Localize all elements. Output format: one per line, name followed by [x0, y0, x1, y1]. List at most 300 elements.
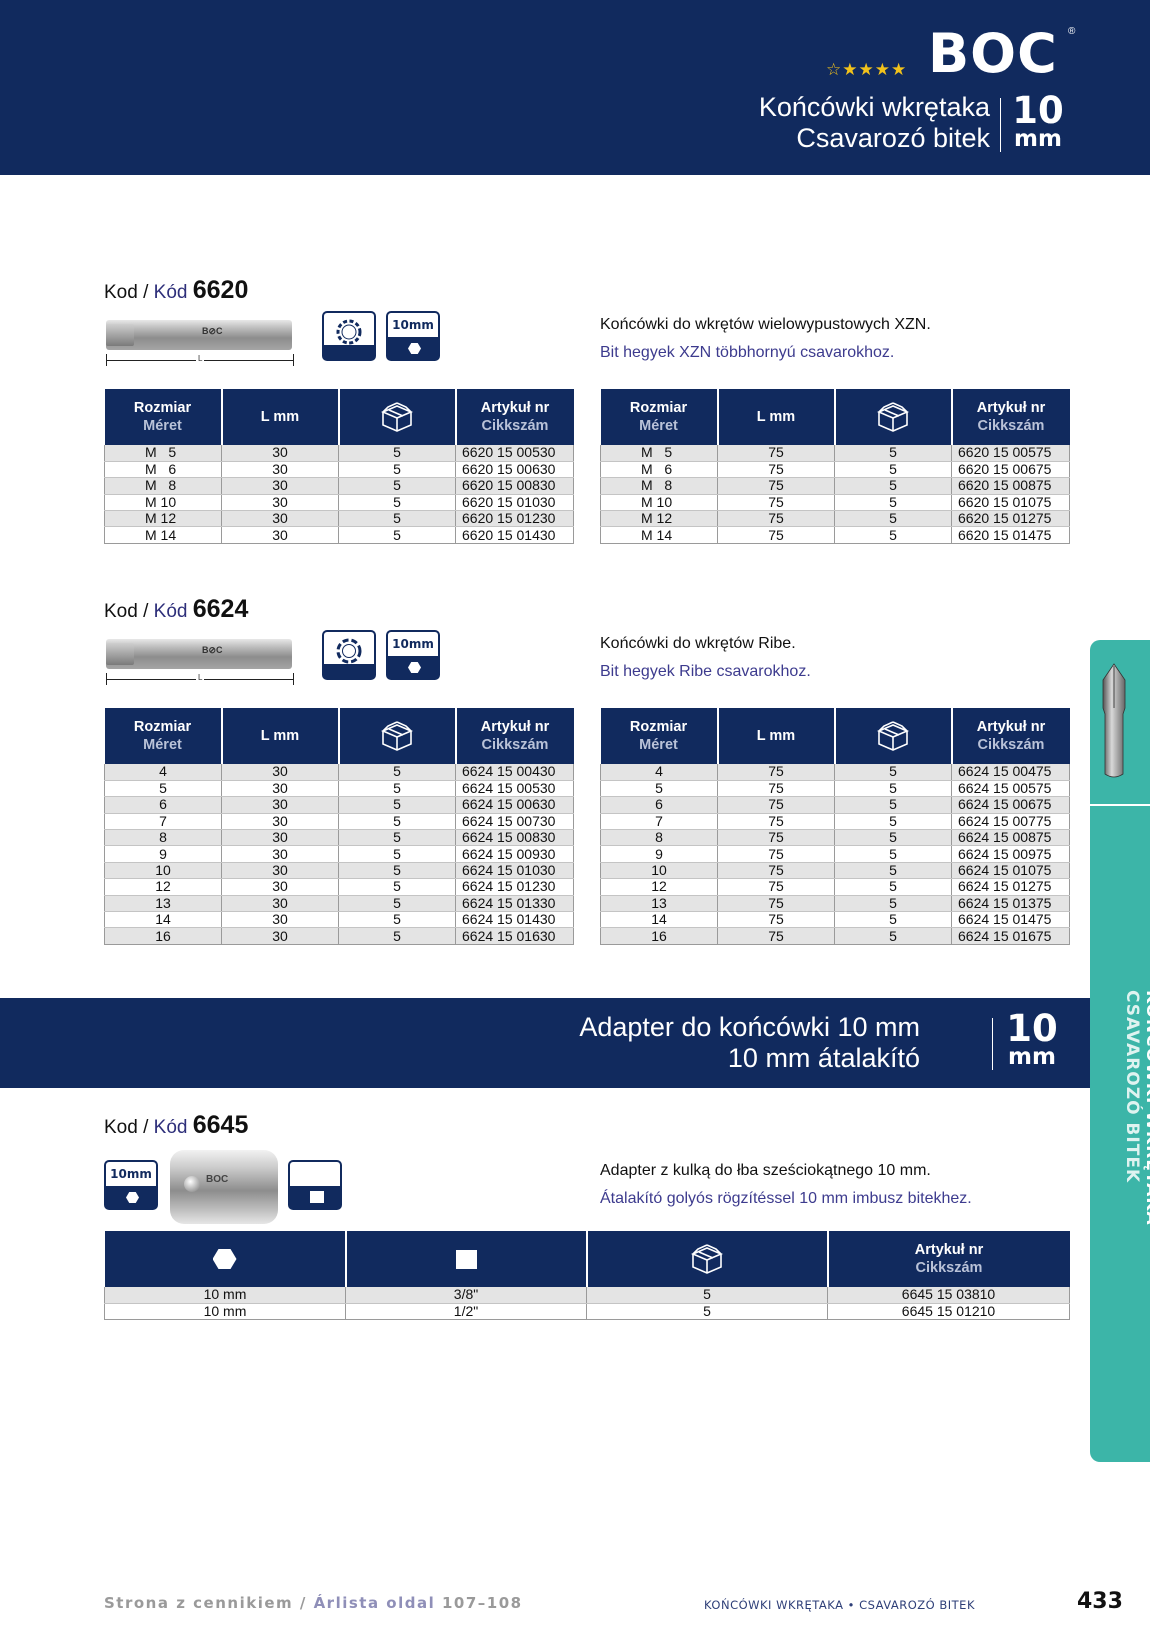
- table-row: [601, 813, 1070, 829]
- size-icon-label: 10mm: [392, 318, 434, 332]
- col-size: [601, 708, 718, 764]
- cell-l: 75: [718, 797, 835, 813]
- adapter-size-unit: mm: [1008, 1044, 1056, 1070]
- col-article-pl: Artykuł nr: [914, 1242, 984, 1258]
- table-row: [601, 862, 1070, 878]
- bit-image-6620: [106, 318, 296, 374]
- table-row: [601, 527, 1070, 543]
- cell-l: 30: [222, 797, 339, 813]
- cell-size: 13: [105, 895, 222, 911]
- product-code: 6620: [192, 276, 249, 304]
- kod-label: Kod: [104, 1117, 138, 1138]
- col-packaging: [587, 1231, 828, 1287]
- cell-l: 30: [222, 846, 339, 862]
- cell-size: 9: [601, 846, 718, 862]
- cell-qty: 5: [835, 830, 952, 846]
- col-article-pl: Artykuł nr: [480, 400, 550, 416]
- col-article: [456, 389, 574, 445]
- cell-l: 30: [222, 445, 339, 461]
- cell-art: 6620 15 00830: [456, 478, 574, 494]
- cell-art: 6620 15 00575: [952, 445, 1070, 461]
- cell-art: 6620 15 01075: [952, 494, 1070, 510]
- table-row: [601, 478, 1070, 494]
- cell-l: 30: [222, 912, 339, 928]
- cell-art: 6620 15 00875: [952, 478, 1070, 494]
- cell-qty: 5: [339, 764, 456, 780]
- cell-art: 6624 15 00775: [952, 813, 1070, 829]
- cell-art: 6624 15 00475: [952, 764, 1070, 780]
- kod-label-hu: Kód: [153, 282, 188, 303]
- table-row: [601, 912, 1070, 928]
- adapter-label: BOC: [206, 1174, 229, 1185]
- cell-qty: 5: [835, 895, 952, 911]
- cell-qty: 5: [339, 511, 456, 527]
- xzn-profile-icon: [322, 311, 376, 361]
- cell-l: 75: [718, 511, 835, 527]
- cell-size: M 10: [105, 494, 222, 510]
- cell-size: 5: [105, 780, 222, 796]
- cell-l: 30: [222, 494, 339, 510]
- cell-art: 6624 15 00530: [456, 780, 574, 796]
- table-row: [105, 445, 574, 461]
- table-6620-75mm: [600, 389, 1070, 544]
- cell-art: 6624 15 01075: [952, 862, 1070, 878]
- cell-l: 75: [718, 928, 835, 944]
- cell-art: 6620 15 01430: [456, 527, 574, 543]
- cell-size: M 12: [601, 511, 718, 527]
- cell-hex: 10 mm: [105, 1287, 346, 1303]
- cell-size: 6: [105, 797, 222, 813]
- col-size-hu: Méret: [143, 737, 182, 753]
- cell-hex: 10 mm: [105, 1303, 346, 1319]
- col-packaging: [339, 389, 456, 445]
- cell-qty: 5: [835, 527, 952, 543]
- cell-qty: 5: [339, 780, 456, 796]
- col-article: [952, 708, 1070, 764]
- cell-l: 75: [718, 780, 835, 796]
- cell-l: 30: [222, 780, 339, 796]
- cell-size: 16: [601, 928, 718, 944]
- cell-l: 75: [718, 461, 835, 477]
- table-row: [105, 511, 574, 527]
- adapter-size-number: 10: [1006, 1007, 1058, 1050]
- col-article-pl: Artykuł nr: [976, 400, 1046, 416]
- cell-art: 6624 15 01375: [952, 895, 1070, 911]
- box-icon: [689, 1242, 725, 1276]
- ribe-profile-icon: [322, 630, 376, 680]
- adapter-title-pl: Adapter do końcówki 10 mm: [579, 1012, 920, 1042]
- col-article: [828, 1231, 1070, 1287]
- cell-art: 6624 15 01675: [952, 928, 1070, 944]
- col-size: [105, 708, 222, 764]
- table-row: [105, 780, 574, 796]
- kod-separator: /: [143, 282, 149, 303]
- side-tab-line2: CSAVAROZÓ BITEK: [1122, 990, 1142, 1184]
- cell-art: 6624 15 00575: [952, 780, 1070, 796]
- cell-l: 75: [718, 830, 835, 846]
- table-row: [105, 862, 574, 878]
- col-packaging: [339, 708, 456, 764]
- cell-size: 14: [105, 912, 222, 928]
- cell-l: 30: [222, 895, 339, 911]
- footer-category: KOŃCÓWKI WKRĘTAKA • CSAVAROZÓ BITEK: [704, 1598, 975, 1612]
- col-size-hu: Méret: [143, 418, 182, 434]
- table-row: [601, 879, 1070, 895]
- cell-qty: 5: [835, 928, 952, 944]
- cell-l: 75: [718, 445, 835, 461]
- cell-qty: 5: [339, 928, 456, 944]
- cell-art: 6620 15 01275: [952, 511, 1070, 527]
- cell-l: 75: [718, 862, 835, 878]
- cell-size: 13: [601, 895, 718, 911]
- col-hex: [105, 1231, 346, 1287]
- cell-l: 30: [222, 830, 339, 846]
- box-icon: [379, 719, 415, 753]
- footer-price-reference: [104, 1594, 523, 1612]
- table-row: [105, 1303, 1070, 1319]
- cell-qty: 5: [339, 895, 456, 911]
- cell-l: 75: [718, 879, 835, 895]
- cell-art: 6620 15 01230: [456, 511, 574, 527]
- square-icon: [456, 1250, 477, 1269]
- cell-l: 75: [718, 895, 835, 911]
- col-article: [952, 389, 1070, 445]
- table-row: [601, 764, 1070, 780]
- col-article-hu: Cikkszám: [481, 737, 549, 753]
- cell-art: 6624 15 00430: [456, 764, 574, 780]
- table-row: [105, 928, 574, 944]
- cell-size: 10: [105, 862, 222, 878]
- cell-qty: 5: [835, 461, 952, 477]
- boc-logo: [928, 22, 1072, 85]
- adapter-image: [170, 1150, 278, 1224]
- ball-detent: [184, 1176, 200, 1192]
- cell-art: 6624 15 00630: [456, 797, 574, 813]
- cell-qty: 5: [835, 862, 952, 878]
- cell-qty: 5: [339, 830, 456, 846]
- header-divider: [1000, 98, 1001, 152]
- header-size-number: 10: [1012, 89, 1064, 132]
- cell-size: 12: [601, 879, 718, 895]
- col-length: L mm: [718, 708, 835, 764]
- table-row: [105, 895, 574, 911]
- code-title-6624: [104, 595, 248, 624]
- cell-size: 12: [105, 879, 222, 895]
- tab-divider: [1090, 804, 1150, 806]
- cell-l: 30: [222, 879, 339, 895]
- registered-mark: ®: [1068, 26, 1076, 37]
- cell-l: 30: [222, 862, 339, 878]
- bit-tip: [106, 324, 134, 346]
- col-size: [601, 389, 718, 445]
- table-row: [601, 928, 1070, 944]
- page-number: 433: [1077, 1589, 1123, 1614]
- col-length: L mm: [222, 708, 339, 764]
- cell-size: 14: [601, 912, 718, 928]
- size-10mm-icon: [386, 630, 440, 680]
- cell-qty: 5: [339, 461, 456, 477]
- cell-l: 30: [222, 764, 339, 780]
- cell-size: M 14: [105, 527, 222, 543]
- box-icon: [875, 719, 911, 753]
- cell-art: 6624 15 00875: [952, 830, 1070, 846]
- table-row: [105, 1287, 1070, 1303]
- description-hu: Átalakító golyós rögzítéssel 10 mm imbusz bitekhez.: [600, 1190, 972, 1207]
- adapter-title-hu: 10 mm átalakító: [727, 1043, 920, 1073]
- cell-size: 4: [601, 764, 718, 780]
- col-size-hu: Méret: [639, 737, 678, 753]
- table-row: [105, 813, 574, 829]
- cell-qty: 5: [835, 494, 952, 510]
- cell-size: 4: [105, 764, 222, 780]
- cell-art: 6624 15 01330: [456, 895, 574, 911]
- bit-brand: B⊘C: [202, 645, 223, 655]
- cell-size: M 12: [105, 511, 222, 527]
- page-header: [0, 0, 1150, 175]
- cell-l: 75: [718, 912, 835, 928]
- square-drive-icon: [288, 1160, 342, 1210]
- cell-qty: 5: [339, 494, 456, 510]
- cell-qty: 5: [587, 1303, 828, 1319]
- col-size: [105, 389, 222, 445]
- bit-image-6624: [106, 637, 296, 693]
- table-row: [105, 797, 574, 813]
- cell-qty: 5: [835, 879, 952, 895]
- cell-size: M 5: [105, 445, 222, 461]
- cell-art: 6624 15 01275: [952, 879, 1070, 895]
- size-10mm-icon: [386, 311, 440, 361]
- table-row: [105, 527, 574, 543]
- length-label: L: [198, 673, 203, 682]
- cell-square: 3/8": [346, 1287, 587, 1303]
- cell-l: 75: [718, 494, 835, 510]
- square-icon: [310, 1191, 324, 1203]
- col-size-pl: Rozmiar: [629, 719, 688, 735]
- cell-size: M 8: [105, 478, 222, 494]
- col-square: [346, 1231, 587, 1287]
- cell-l: 30: [222, 527, 339, 543]
- cell-qty: 5: [835, 846, 952, 862]
- cell-art: 6624 15 00730: [456, 813, 574, 829]
- cell-qty: 5: [835, 511, 952, 527]
- cell-art: 6624 15 00930: [456, 846, 574, 862]
- cell-art: 6624 15 01030: [456, 862, 574, 878]
- header-size-unit: mm: [1014, 126, 1062, 152]
- cell-art: 6620 15 01030: [456, 494, 574, 510]
- header-title-pl: Końcówki wkrętaka: [758, 92, 990, 122]
- cell-l: 75: [718, 527, 835, 543]
- code-title-6645: [104, 1111, 248, 1140]
- cell-qty: 5: [339, 862, 456, 878]
- bit-tip: [106, 643, 134, 665]
- cell-l: 30: [222, 813, 339, 829]
- table-row: [601, 780, 1070, 796]
- cell-l: 30: [222, 461, 339, 477]
- col-article-hu: Cikkszám: [977, 737, 1045, 753]
- spline-icon: [324, 317, 374, 347]
- table-row: [105, 764, 574, 780]
- description-pl: Adapter z kulką do łba sześciokątnego 10 mm.: [600, 1162, 931, 1179]
- size-icon-label: 10mm: [392, 637, 434, 651]
- table-row: [601, 511, 1070, 527]
- cell-size: M 5: [601, 445, 718, 461]
- cell-qty: 5: [835, 764, 952, 780]
- table-row: [105, 461, 574, 477]
- product-code: 6645: [192, 1111, 249, 1139]
- cell-qty: 5: [339, 445, 456, 461]
- cell-size: 7: [601, 813, 718, 829]
- cell-qty: 5: [835, 780, 952, 796]
- cell-size: 16: [105, 928, 222, 944]
- hex-icon: [126, 1192, 139, 1203]
- cell-qty: 5: [339, 797, 456, 813]
- cell-art: 6645 15 03810: [828, 1287, 1070, 1303]
- cell-qty: 5: [835, 445, 952, 461]
- col-size-hu: Méret: [639, 418, 678, 434]
- description-hu: Bit hegyek XZN többhornyú csavarokhoz.: [600, 344, 895, 361]
- cell-art: 6620 15 00630: [456, 461, 574, 477]
- table-row: [601, 895, 1070, 911]
- bit-brand: B⊘C: [202, 326, 223, 336]
- cell-qty: 5: [835, 813, 952, 829]
- col-length: L mm: [718, 389, 835, 445]
- cell-qty: 5: [339, 813, 456, 829]
- cell-art: 6624 15 01630: [456, 928, 574, 944]
- table-6645: [104, 1231, 1070, 1320]
- length-label: L: [198, 354, 203, 363]
- col-packaging: [835, 389, 952, 445]
- col-article-hu: Cikkszám: [915, 1260, 983, 1276]
- col-size-pl: Rozmiar: [629, 400, 688, 416]
- hex-10mm-icon: [104, 1160, 158, 1210]
- side-tab-label: [1102, 990, 1162, 1390]
- footer-ref-pl: Strona z cennikiem /: [104, 1594, 307, 1612]
- code-title-6620: [104, 276, 248, 305]
- col-article-hu: Cikkszám: [977, 418, 1045, 434]
- kod-separator: /: [143, 601, 149, 622]
- cell-l: 30: [222, 511, 339, 527]
- cell-art: 6624 15 01475: [952, 912, 1070, 928]
- cell-art: 6620 15 00530: [456, 445, 574, 461]
- table-row: [105, 846, 574, 862]
- col-size-pl: Rozmiar: [133, 400, 192, 416]
- table-row: [105, 912, 574, 928]
- table-row: [601, 461, 1070, 477]
- cell-size: M 6: [105, 461, 222, 477]
- table-6624-30mm: [104, 708, 574, 945]
- cell-size: M 10: [601, 494, 718, 510]
- cell-l: 75: [718, 478, 835, 494]
- table-row: [601, 830, 1070, 846]
- cell-art: 6624 15 00830: [456, 830, 574, 846]
- col-article-hu: Cikkszám: [481, 418, 549, 434]
- table-row: [601, 797, 1070, 813]
- cell-size: 9: [105, 846, 222, 862]
- cell-l: 75: [718, 764, 835, 780]
- cell-qty: 5: [835, 478, 952, 494]
- side-tab-line1: KOŃCÓWKI WKRĘTAKA: [1142, 990, 1162, 1226]
- footer-ref-hu: Árlista oldal: [313, 1594, 436, 1612]
- col-size-pl: Rozmiar: [133, 719, 192, 735]
- table-row: [105, 478, 574, 494]
- rating-stars: ☆★★★★: [826, 60, 908, 79]
- hex-icon: [408, 662, 421, 673]
- size-icon-label: 10mm: [110, 1167, 152, 1181]
- cell-size: 6: [601, 797, 718, 813]
- cell-qty: 5: [339, 527, 456, 543]
- cell-size: 8: [105, 830, 222, 846]
- table-6624-75mm: [600, 708, 1070, 945]
- kod-label: Kod: [104, 282, 138, 303]
- cell-l: 30: [222, 478, 339, 494]
- cell-size: 10: [601, 862, 718, 878]
- cell-qty: 5: [339, 879, 456, 895]
- cell-art: 6624 15 00975: [952, 846, 1070, 862]
- table-row: [105, 494, 574, 510]
- adapter-divider: [992, 1018, 993, 1070]
- cell-l: 30: [222, 928, 339, 944]
- cell-art: 6624 15 01430: [456, 912, 574, 928]
- hex-icon: [408, 343, 421, 354]
- table-row: [601, 445, 1070, 461]
- cell-size: M 6: [601, 461, 718, 477]
- kod-separator: /: [143, 1117, 149, 1138]
- table-row: [601, 846, 1070, 862]
- description-pl: Końcówki do wkrętów wielowypustowych XZN.: [600, 316, 931, 333]
- kod-label-hu: Kód: [153, 601, 188, 622]
- table-row: [105, 879, 574, 895]
- cell-art: 6624 15 00675: [952, 797, 1070, 813]
- cell-size: 7: [105, 813, 222, 829]
- cell-art: 6620 15 01475: [952, 527, 1070, 543]
- cell-l: 75: [718, 813, 835, 829]
- cell-qty: 5: [339, 912, 456, 928]
- col-article: [456, 708, 574, 764]
- kod-label-hu: Kód: [153, 1117, 188, 1138]
- box-icon: [875, 400, 911, 434]
- col-article-pl: Artykuł nr: [480, 719, 550, 735]
- cell-art: 6624 15 01230: [456, 879, 574, 895]
- col-packaging: [835, 708, 952, 764]
- cell-size: M 8: [601, 478, 718, 494]
- table-6620-30mm: [104, 389, 574, 544]
- cell-qty: 5: [835, 797, 952, 813]
- cell-qty: 5: [835, 912, 952, 928]
- header-title-hu: Csavarozó bitek: [796, 123, 990, 153]
- kod-label: Kod: [104, 601, 138, 622]
- ribe-icon: [324, 636, 374, 666]
- cell-size: 5: [601, 780, 718, 796]
- cell-qty: 5: [587, 1287, 828, 1303]
- screwdriver-bit-icon: [1099, 664, 1129, 780]
- cell-size: 8: [601, 830, 718, 846]
- cell-qty: 5: [339, 478, 456, 494]
- cell-art: 6620 15 00675: [952, 461, 1070, 477]
- cell-qty: 5: [339, 846, 456, 862]
- col-length: L mm: [222, 389, 339, 445]
- description-pl: Końcówki do wkrętów Ribe.: [600, 635, 796, 652]
- logo-text: BOC: [928, 22, 1058, 85]
- description-hu: Bit hegyek Ribe csavarokhoz.: [600, 663, 811, 680]
- table-row: [601, 494, 1070, 510]
- table-row: [105, 830, 574, 846]
- box-icon: [379, 400, 415, 434]
- col-article-pl: Artykuł nr: [976, 719, 1046, 735]
- adapter-band: [0, 998, 1090, 1088]
- cell-size: M 14: [601, 527, 718, 543]
- footer-ref-pages: 107–108: [442, 1594, 523, 1612]
- cell-square: 1/2": [346, 1303, 587, 1319]
